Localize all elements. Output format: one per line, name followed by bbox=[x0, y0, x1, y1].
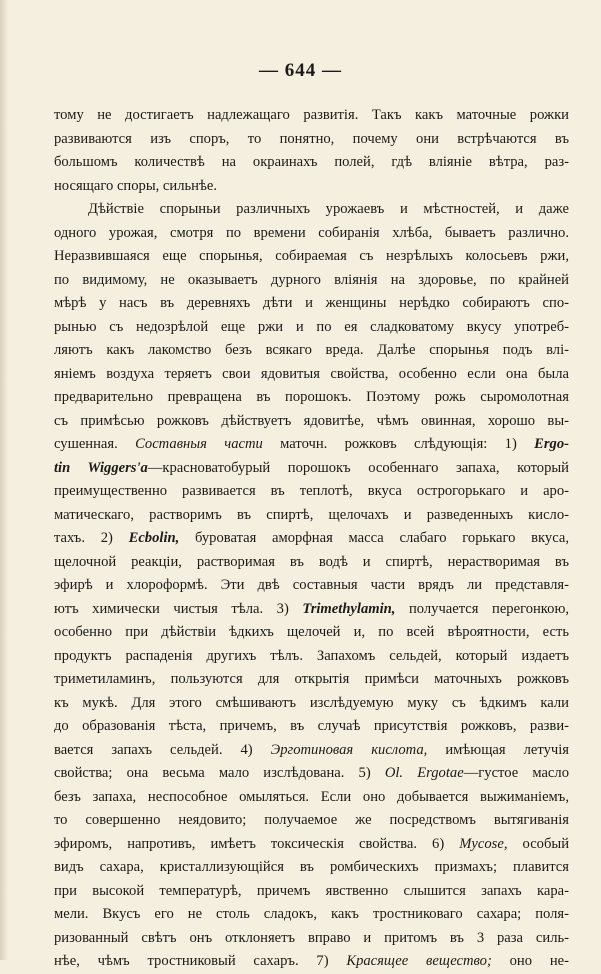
text-run: нѣе, чѣмъ тростниковый сахаръ. 7) bbox=[54, 953, 347, 969]
text-line bbox=[54, 598, 569, 622]
text-run: ризованный свѣтъ онъ отклоняетъ вправо и притомъ въ 3 раза силь- bbox=[54, 929, 569, 946]
text-line bbox=[54, 269, 569, 293]
text-run: буроватая аморфная масса слабаго горькаго вкуса, bbox=[179, 530, 569, 546]
text-run: ляютъ какъ лакомство безъ всякаго вреда. Далѣе спорынья подъ влі- bbox=[54, 342, 569, 358]
emphasized-text: Красящее вещество; bbox=[346, 953, 492, 969]
text-line bbox=[54, 692, 569, 716]
text-run: триметиламинъ, пользуются для открытія примѣси маточныхъ рожковъ bbox=[54, 671, 569, 687]
text-run: большомъ количествѣ на окраинахъ полей, гдѣ вліяніе вѣтра, раз- bbox=[54, 154, 569, 170]
page-number: — 644 — bbox=[259, 60, 342, 81]
text-run: продуктъ распаденія другихъ тѣлъ. Запахомъ сельдей, который издаетъ bbox=[54, 647, 569, 664]
text-line bbox=[54, 809, 569, 833]
text-run: съ примѣсью рожковъ дѣйствуетъ ядовитѣе, чѣмъ овинная, хорошо вы- bbox=[54, 412, 569, 429]
text-line bbox=[54, 363, 569, 387]
text-line bbox=[54, 762, 569, 786]
text-line bbox=[54, 433, 569, 457]
text-line bbox=[54, 104, 569, 128]
text-run: имѣющая летучія bbox=[427, 741, 569, 758]
text-run: маточн. рожковъ слѣдующія: 1) bbox=[262, 436, 535, 452]
text-line bbox=[54, 903, 569, 927]
text-run: —красноватобурый порошокъ особеннаго запаха, который bbox=[147, 459, 569, 476]
text-line bbox=[54, 645, 569, 669]
text-line bbox=[54, 128, 569, 152]
text-line bbox=[54, 151, 569, 175]
text-run: особый bbox=[507, 835, 569, 852]
text-line bbox=[54, 527, 569, 551]
text-run: матическаго, растворимъ въ спиртѣ, щелочахъ и разведенныхъ кисло- bbox=[54, 506, 569, 523]
text-run: видъ сахара, кристаллизующійся въ ромбическихъ призмахъ; плавится bbox=[54, 859, 569, 875]
text-run: щелочной реакціи, растворимая въ водѣ и спиртѣ, нерастворимая въ bbox=[54, 553, 569, 570]
emphasized-text: tin Wiggers'a bbox=[54, 459, 148, 476]
text-run: оно не- bbox=[491, 953, 569, 969]
text-run: получается перегонкою, bbox=[395, 600, 569, 617]
text-run: носящаго споры, сильнѣе. bbox=[54, 177, 218, 194]
emphasized-text: Ergo- bbox=[534, 436, 569, 452]
text-run: эфиромъ, напротивъ, имѣетъ токсическія свойства. 6) bbox=[54, 835, 460, 852]
text-run: предварительно превращена въ порошокъ. Поэтому рожь сыромолотная bbox=[54, 389, 569, 405]
text-line bbox=[54, 339, 569, 363]
text-run: при высокой температурѣ, причемъ явственно слышится запахъ кара- bbox=[54, 882, 569, 899]
text-line bbox=[54, 504, 569, 528]
emphasized-text: Trimethylamin, bbox=[302, 600, 396, 617]
text-line bbox=[54, 880, 569, 904]
emphasized-text: Mycose, bbox=[459, 835, 508, 852]
text-line bbox=[54, 386, 569, 410]
text-run: тому не достигаетъ надлежащаго развитія. Такъ какъ маточные рожки bbox=[54, 107, 569, 123]
text-run: особенно при дѣйствіи ѣдкихъ щелочей и, по всей вѣроятности, есть bbox=[54, 624, 569, 640]
text-line bbox=[54, 950, 569, 974]
body-text bbox=[54, 104, 569, 974]
text-line bbox=[54, 856, 569, 880]
text-run: сушенная. bbox=[54, 436, 136, 452]
text-line bbox=[54, 786, 569, 810]
text-run: мѣрѣ у насъ въ деревняхъ дѣти и женщины нерѣдко собираютъ спо- bbox=[54, 295, 569, 311]
text-run: Дѣйствіе спорыньи различныхъ урожаевъ и мѣстностей, и даже bbox=[88, 201, 569, 217]
text-run: то совершенно неядовито; получаемое же посредствомъ вытягиванія bbox=[54, 812, 569, 828]
text-run: развиваются изъ споръ, то понятно, почему они встрѣчаются въ bbox=[54, 130, 569, 147]
text-line bbox=[54, 245, 569, 269]
text-line bbox=[54, 222, 569, 246]
text-run: по видимому, не оказываетъ дурного вліянія на здоровье, по крайней bbox=[54, 271, 569, 288]
emphasized-text: Ecbolin, bbox=[128, 530, 180, 546]
text-run: —густое масло bbox=[463, 765, 569, 781]
emphasized-text: Ol. Ergotae bbox=[384, 765, 464, 781]
text-line bbox=[54, 833, 569, 857]
text-run: преимущественно развивается въ теплотѣ, вкуса острогорькаго и аро- bbox=[54, 483, 569, 499]
text-run: одного урожая, смотря по времени собиранія хлѣба, бываетъ различно. bbox=[54, 224, 569, 241]
text-line bbox=[54, 621, 569, 645]
text-run: безъ запаха, неспособное омыляться. Если оно добывается выжиманіемъ, bbox=[54, 788, 569, 805]
text-run: ютъ химически чистыя тѣла. 3) bbox=[54, 600, 303, 617]
text-run: Неразвившаяся еще спорынья, собираемая съ незрѣлыхъ колосьевъ ржи, bbox=[54, 248, 569, 264]
text-line bbox=[54, 410, 569, 434]
text-line bbox=[54, 551, 569, 575]
text-line bbox=[54, 927, 569, 951]
text-run: до образованія тѣста, причемъ, въ случаѣ присутствія рожковъ, разви- bbox=[54, 718, 569, 734]
text-line bbox=[54, 457, 569, 481]
text-run: эфирѣ и хлороформѣ. Эти двѣ составныя части врядъ ли представля- bbox=[54, 577, 569, 593]
text-line bbox=[54, 480, 569, 504]
text-run: тахъ. 2) bbox=[54, 530, 129, 546]
text-line bbox=[54, 175, 569, 199]
emphasized-text: Эрготиновая кислота, bbox=[270, 741, 428, 758]
text-run: вается запахъ сельдей. 4) bbox=[54, 741, 271, 758]
text-run: мели. Вкусъ его не столь сладокъ, какъ тростниковаго сахара; поля- bbox=[54, 906, 569, 922]
text-line bbox=[54, 574, 569, 598]
text-line bbox=[54, 715, 569, 739]
text-line bbox=[54, 668, 569, 692]
text-line bbox=[54, 292, 569, 316]
text-run: свойства; она весьма мало изслѣдована. 5) bbox=[54, 765, 385, 781]
text-line bbox=[54, 198, 569, 222]
text-line bbox=[54, 316, 569, 340]
text-run: яніемъ воздуха теряетъ свои ядовитыя свойства, особенно если она была bbox=[54, 365, 569, 382]
emphasized-text: Составныя части bbox=[135, 436, 263, 452]
text-run: рынью съ недозрѣлой еще ржи и по ея сладковатому вкусу употреб- bbox=[54, 318, 569, 335]
text-line bbox=[54, 739, 569, 763]
text-run: къ мукѣ. Для этого смѣшиваютъ изслѣдуемую муку съ ѣдкимъ кали bbox=[54, 694, 569, 711]
